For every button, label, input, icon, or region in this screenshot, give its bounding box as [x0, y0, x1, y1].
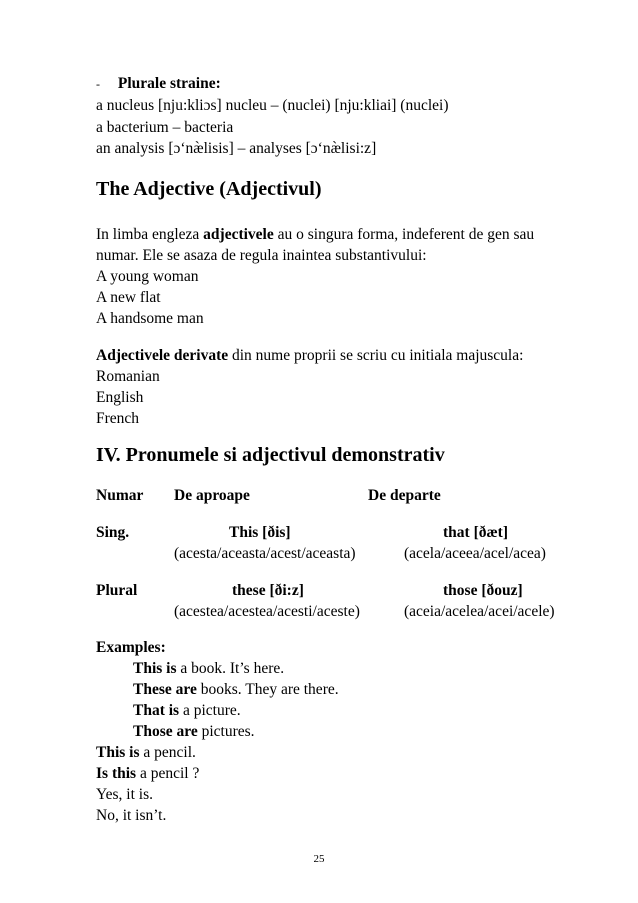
plural-near: these [ði:z]: [232, 582, 304, 599]
intro-bold: adjectivele: [203, 226, 274, 243]
plural-far: those [ðouz]: [443, 582, 523, 599]
example-bold: That is: [133, 702, 180, 719]
example-bold: This is: [133, 660, 177, 677]
plural-far-forms: (aceia/acelea/acei/acele): [404, 603, 555, 620]
header-numar: Numar: [96, 487, 144, 504]
example-bold: This is: [96, 744, 140, 761]
example-rest: a book. It’s here.: [176, 660, 285, 677]
derived-line: [96, 346, 523, 366]
example-rest: a pencil.: [139, 744, 196, 761]
adjective-intro-line1: [96, 225, 534, 245]
example-plain-1: [96, 743, 196, 763]
example-plain-2: [96, 764, 199, 784]
intro-suffix: au o singura forma, indeferent de gen sau: [273, 226, 535, 243]
bullet-dash: -: [96, 77, 100, 91]
sing-far: that [ðæt]: [443, 524, 508, 541]
adjective-example-2: A new flat: [96, 289, 161, 306]
adjective-example-3: A handsome man: [96, 310, 204, 327]
sing-near-forms: (acesta/aceasta/acest/aceasta): [174, 545, 356, 562]
example-rest: books. They are there.: [196, 681, 339, 698]
plural-line-3: an analysis [ɔ‘næ̀lisis] – analyses [ɔ‘næ̀lisi:z]: [96, 140, 377, 157]
example-rest: No, it isn’t.: [96, 807, 167, 824]
example-indented-2: [133, 680, 339, 700]
example-bold: These are: [133, 681, 197, 698]
derived-rest: din nume proprii se scriu cu initiala majuscula:: [228, 347, 524, 364]
example-bold: Those are: [133, 723, 198, 740]
derived-bold: Adjectivele derivate: [96, 347, 229, 364]
sing-label: Sing.: [96, 524, 130, 541]
plural-line-2: a bacterium – bacteria: [96, 119, 234, 136]
example-rest: pictures.: [197, 723, 255, 740]
intro-prefix: In limba engleza: [96, 226, 204, 243]
adjective-example-1: A young woman: [96, 268, 199, 285]
example-indented-3: [133, 701, 241, 721]
example-plain-4: [96, 806, 166, 826]
example-plain-3: [96, 785, 153, 805]
example-rest: Yes, it is.: [96, 786, 154, 803]
examples-heading: Examples:: [96, 639, 166, 656]
plural-line-1: a nucleus [nju:kliɔs] nucleu – (nuclei) [nju:kliai] (nuclei): [96, 97, 449, 114]
sing-far-forms: (acela/aceea/acel/acea): [404, 545, 546, 562]
demonstrative-title: IV. Pronumele si adjectivul demonstrativ: [96, 444, 445, 466]
page-number: 25: [313, 853, 325, 865]
plural-near-forms: (acestea/acestea/acesti/aceste): [174, 603, 360, 620]
derived-example-3: French: [96, 410, 140, 427]
derived-example-2: English: [96, 389, 144, 406]
sing-near: This [ðis]: [229, 524, 291, 541]
example-indented-4: [133, 722, 255, 742]
plural-label: Plural: [96, 582, 138, 599]
header-aproape: De aproape: [174, 487, 250, 504]
example-bold: Is this: [96, 765, 137, 782]
example-indented-1: [133, 659, 284, 679]
adjective-intro-line2: numar. Ele se asaza de regula inaintea substantivului:: [96, 247, 427, 264]
example-rest: a pencil ?: [136, 765, 200, 782]
adjective-title: The Adjective (Adjectivul): [96, 178, 322, 200]
plural-heading: Plurale straine:: [117, 75, 221, 92]
plural-heading-line: [96, 74, 221, 94]
derived-example-1: Romanian: [96, 368, 160, 385]
header-departe: De departe: [368, 487, 441, 504]
example-rest: a picture.: [179, 702, 241, 719]
